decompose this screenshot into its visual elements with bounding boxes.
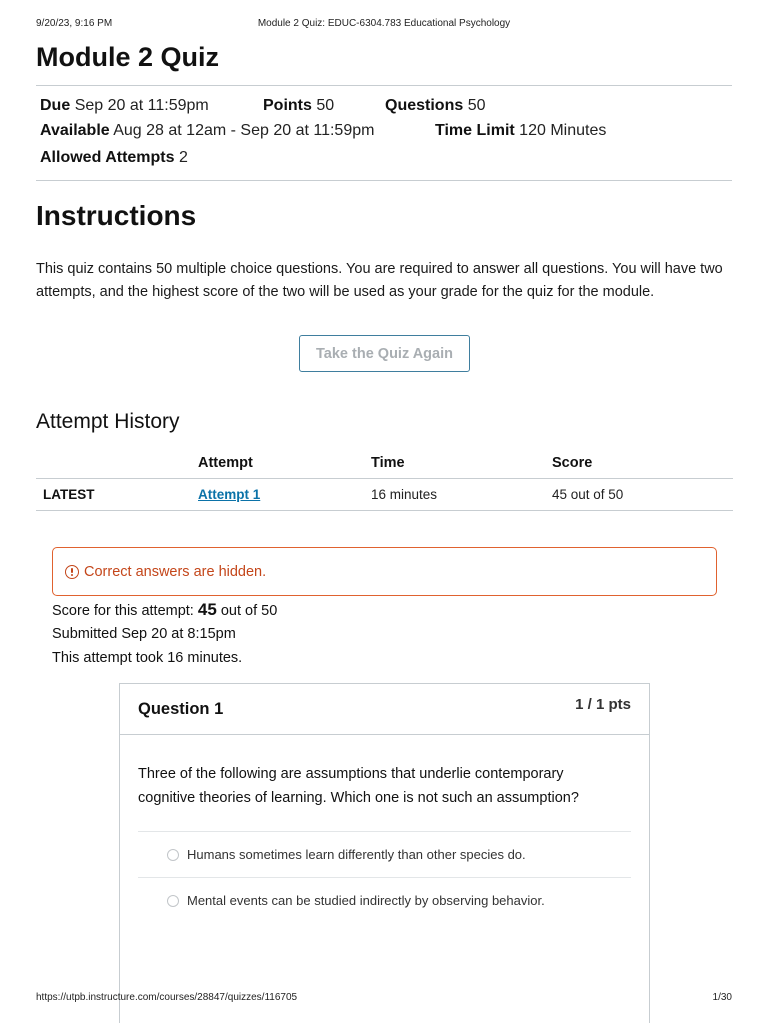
column-header-score: Score bbox=[552, 448, 733, 479]
print-page-title: Module 2 Quiz: EDUC-6304.783 Educational Psychology bbox=[257, 18, 511, 29]
divider bbox=[36, 180, 732, 181]
answer-option[interactable] bbox=[167, 847, 526, 862]
time-limit-label: Time Limit bbox=[435, 122, 515, 139]
print-page-count: 1/30 bbox=[712, 992, 732, 1003]
alert-text: Correct answers are hidden. bbox=[84, 563, 267, 580]
question-header bbox=[120, 684, 649, 735]
attempt-history-title: Attempt History bbox=[36, 410, 180, 433]
table-header-row bbox=[36, 448, 733, 479]
answer-label: Mental events can be studied indirectly by observing behavior. bbox=[187, 893, 545, 908]
score-suffix: out of 50 bbox=[220, 603, 278, 619]
quiz-due bbox=[40, 97, 209, 115]
score-prefix: Score for this attempt: bbox=[52, 603, 194, 619]
time-limit-value: 120 Minutes bbox=[519, 122, 607, 139]
answer-divider bbox=[138, 877, 631, 878]
attempts-label: Allowed Attempts bbox=[40, 149, 175, 166]
question-title: Question 1 bbox=[138, 700, 224, 718]
table-row bbox=[36, 479, 733, 511]
due-value: Sep 20 at 11:59pm bbox=[74, 97, 209, 114]
print-url: https://utpb.instructure.com/courses/28847/quizzes/116705 bbox=[36, 992, 298, 1003]
column-header-attempt: Attempt bbox=[198, 448, 371, 479]
warning-circle-icon bbox=[65, 565, 79, 579]
take-quiz-again-button[interactable]: Take the Quiz Again bbox=[299, 335, 470, 372]
score-value: 45 bbox=[197, 600, 217, 619]
answer-divider bbox=[138, 831, 631, 832]
attempt-score: 45 out of 50 bbox=[552, 479, 733, 511]
radio-button[interactable] bbox=[167, 895, 179, 907]
attempt-cell bbox=[198, 479, 371, 511]
available-label: Available bbox=[40, 122, 110, 139]
print-footer bbox=[36, 992, 732, 1006]
attempt-time: 16 minutes bbox=[371, 479, 552, 511]
print-header bbox=[36, 18, 732, 32]
points-value: 50 bbox=[316, 97, 335, 114]
submitted-line: Submitted Sep 20 at 8:15pm bbox=[52, 626, 236, 642]
attempt-1-link[interactable]: Attempt 1 bbox=[198, 487, 261, 502]
questions-label: Questions bbox=[385, 97, 464, 114]
available-value: Aug 28 at 12am - Sep 20 at 11:59pm bbox=[113, 122, 375, 139]
correct-answers-hidden-alert bbox=[52, 547, 717, 596]
radio-button[interactable] bbox=[167, 849, 179, 861]
attempt-score-line bbox=[52, 600, 277, 620]
quiz-allowed-attempts bbox=[40, 149, 188, 167]
print-datetime: 9/20/23, 9:16 PM bbox=[36, 18, 113, 29]
question-text: Three of the following are assumptions that underlie contemporary cognitive theories of learning. Which one is not such an assumption? bbox=[138, 766, 579, 806]
instructions-text: This quiz contains 50 multiple choice questions. You are required to answer all questions. You will have two attempts, and the highest score of the two will be used as your grade for the quiz for the module. bbox=[36, 261, 723, 300]
attempt-history-table bbox=[36, 448, 733, 511]
quiz-available bbox=[40, 122, 374, 140]
divider bbox=[36, 85, 732, 86]
question-points: 1 / 1 pts bbox=[575, 696, 631, 713]
duration-line: This attempt took 16 minutes. bbox=[52, 650, 243, 666]
points-label: Points bbox=[263, 97, 312, 114]
answer-label: Humans sometimes learn differently than other species do. bbox=[187, 847, 526, 862]
due-label: Due bbox=[40, 97, 71, 114]
question-card bbox=[119, 683, 650, 1023]
quiz-points bbox=[263, 97, 334, 115]
quiz-time-limit bbox=[435, 122, 606, 140]
attempts-value: 2 bbox=[178, 149, 188, 166]
column-header-time: Time bbox=[371, 448, 552, 479]
latest-label: LATEST bbox=[36, 479, 198, 511]
answer-option[interactable] bbox=[167, 893, 545, 908]
column-header bbox=[36, 448, 198, 479]
questions-value: 50 bbox=[467, 97, 486, 114]
quiz-questions bbox=[385, 97, 485, 115]
page-title: Module 2 Quiz bbox=[36, 42, 220, 72]
instructions-title: Instructions bbox=[36, 200, 197, 231]
